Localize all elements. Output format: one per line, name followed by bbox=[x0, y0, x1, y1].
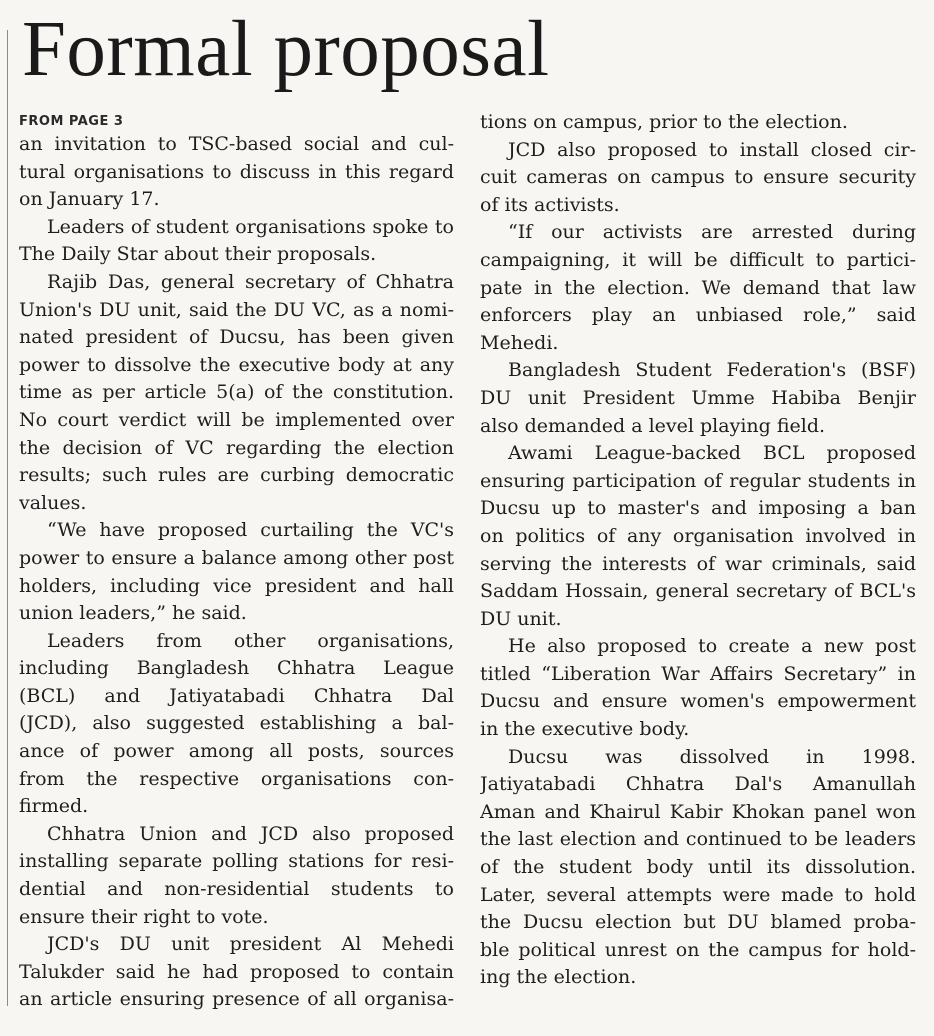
article-text-line: the Ducsu election but DU blamed proba- bbox=[480, 911, 916, 934]
article-text-line: Talukder said he had proposed to contain bbox=[19, 960, 454, 983]
article-text-line: the decision of VC regarding the election bbox=[19, 436, 454, 459]
article-column-left bbox=[19, 112, 454, 1014]
article-text-line: “If our activists are arrested during bbox=[508, 221, 916, 244]
article-text-line: campaigning, it will be difficult to partici- bbox=[480, 248, 916, 271]
article-text-line: holders, including vice president and hall bbox=[19, 574, 454, 597]
article-text-line: cuit cameras on campus to ensure security bbox=[480, 166, 916, 189]
article-text-line: an article ensuring presence of all organisa- bbox=[19, 988, 454, 1011]
article-text-line: Chhatra Union and JCD also proposed bbox=[47, 822, 454, 845]
article-text-line: enforcers play an unbiased role,” said bbox=[480, 304, 916, 327]
article-text-line: union leaders,” he said. bbox=[19, 602, 247, 625]
article-text-line: Jatiyatabadi Chhatra Dal's Amanullah bbox=[480, 773, 916, 796]
article-text-line: ensuring participation of regular students in bbox=[480, 469, 916, 492]
article-text-line: Ducsu up to master's and imposing a ban bbox=[480, 497, 916, 520]
left-column-lines bbox=[19, 131, 454, 1014]
article-text-line: from the respective organisations con- bbox=[19, 767, 454, 790]
article-text-line: Later, several attempts were made to hold bbox=[480, 883, 916, 906]
article-text-line: JCD's DU unit president Al Mehedi bbox=[47, 933, 454, 956]
article-text-line: time as per article 5(a) of the constitution. bbox=[19, 381, 454, 404]
article-text-line: titled “Liberation War Affairs Secretary” in bbox=[480, 662, 916, 685]
article-text-line: Aman and Khairul Kabir Khokan panel won bbox=[480, 800, 916, 823]
article-text-line: nated president of Ducsu, has been given bbox=[19, 326, 454, 349]
article-text-line: Leaders of student organisations spoke to bbox=[47, 215, 454, 238]
article-text-line: an invitation to TSC-based social and cul- bbox=[19, 133, 454, 155]
article-text-line: of the student body until its dissolution. bbox=[480, 856, 916, 879]
article-text-line: No court verdict will be implemented over bbox=[19, 408, 454, 431]
article-text-line: serving the interests of war criminals, said bbox=[480, 552, 916, 575]
column-rule bbox=[7, 30, 8, 1006]
article-column-right bbox=[480, 109, 916, 992]
article-text-line: on January 17. bbox=[19, 188, 160, 211]
article-text-line: “We have proposed curtailing the VC's bbox=[47, 519, 454, 542]
article-text-line: (JCD), also suggested establishing a bal- bbox=[19, 712, 454, 735]
article-text-line: Mehedi. bbox=[480, 331, 559, 354]
article-text-line: including Bangladesh Chhatra League bbox=[19, 657, 454, 680]
article-text-line: in the executive body. bbox=[480, 718, 690, 741]
article-text-line: DU unit. bbox=[480, 607, 562, 630]
article-text-line: values. bbox=[19, 491, 87, 514]
article-text-line: on politics of any organisation involved in bbox=[480, 524, 916, 547]
continuation-kicker: FROM PAGE 3 bbox=[19, 114, 124, 129]
article-text-line: the last election and continued to be leaders bbox=[480, 828, 916, 851]
article-text-line: ance of power among all posts, sources bbox=[19, 740, 454, 763]
article-text-line: also demanded a level playing field. bbox=[480, 414, 826, 437]
article-text-line: installing separate polling stations for resi- bbox=[19, 850, 454, 873]
article-text-line: firmed. bbox=[19, 795, 89, 818]
right-column-lines bbox=[480, 109, 916, 992]
article-text-line: Saddam Hossain, general secretary of BCL's bbox=[480, 580, 916, 603]
article-text-line: ing the election. bbox=[480, 966, 637, 989]
article-text-line: Awami League-backed BCL proposed bbox=[508, 442, 916, 465]
article-text-line: The Daily Star about their proposals. bbox=[19, 243, 377, 266]
article-text-line: Ducsu was dissolved in 1998. bbox=[508, 745, 916, 768]
article-text-line: Ducsu and ensure women's empowerment bbox=[480, 690, 916, 713]
article-text-line: power to ensure a balance among other post bbox=[19, 546, 454, 569]
article-text-line: JCD also proposed to install closed cir- bbox=[508, 138, 916, 161]
article-text-line: pate in the election. We demand that law bbox=[480, 276, 916, 299]
article-text-line: He also proposed to create a new post bbox=[508, 635, 916, 658]
article-text-line: of its activists. bbox=[480, 193, 620, 216]
article-text-line: dential and non-residential students to bbox=[19, 878, 454, 901]
article-text-line: Rajib Das, general secretary of Chhatra bbox=[47, 270, 454, 293]
article-text-line: Leaders from other organisations, bbox=[47, 629, 454, 652]
article-text-line: ensure their right to vote. bbox=[19, 905, 269, 928]
article-text-line: DU unit President Umme Habiba Benjir bbox=[480, 386, 916, 409]
article-text-line: tions on campus, prior to the election. bbox=[480, 111, 848, 133]
article-text-line: (BCL) and Jatiyatabadi Chhatra Dal bbox=[19, 684, 454, 707]
headline: Formal proposal bbox=[22, 6, 550, 93]
article-text-line: results; such rules are curbing democratic bbox=[19, 464, 454, 487]
article-text-line: ble political unrest on the campus for hold- bbox=[480, 938, 916, 961]
article-text-line: Union's DU unit, said the DU VC, as a nomi- bbox=[19, 298, 454, 321]
article-text-line: power to dissolve the executive body at any bbox=[19, 353, 454, 376]
article-text-line: tural organisations to discuss in this regard bbox=[19, 160, 454, 183]
article-text-line: Bangladesh Student Federation's (BSF) bbox=[508, 359, 916, 382]
